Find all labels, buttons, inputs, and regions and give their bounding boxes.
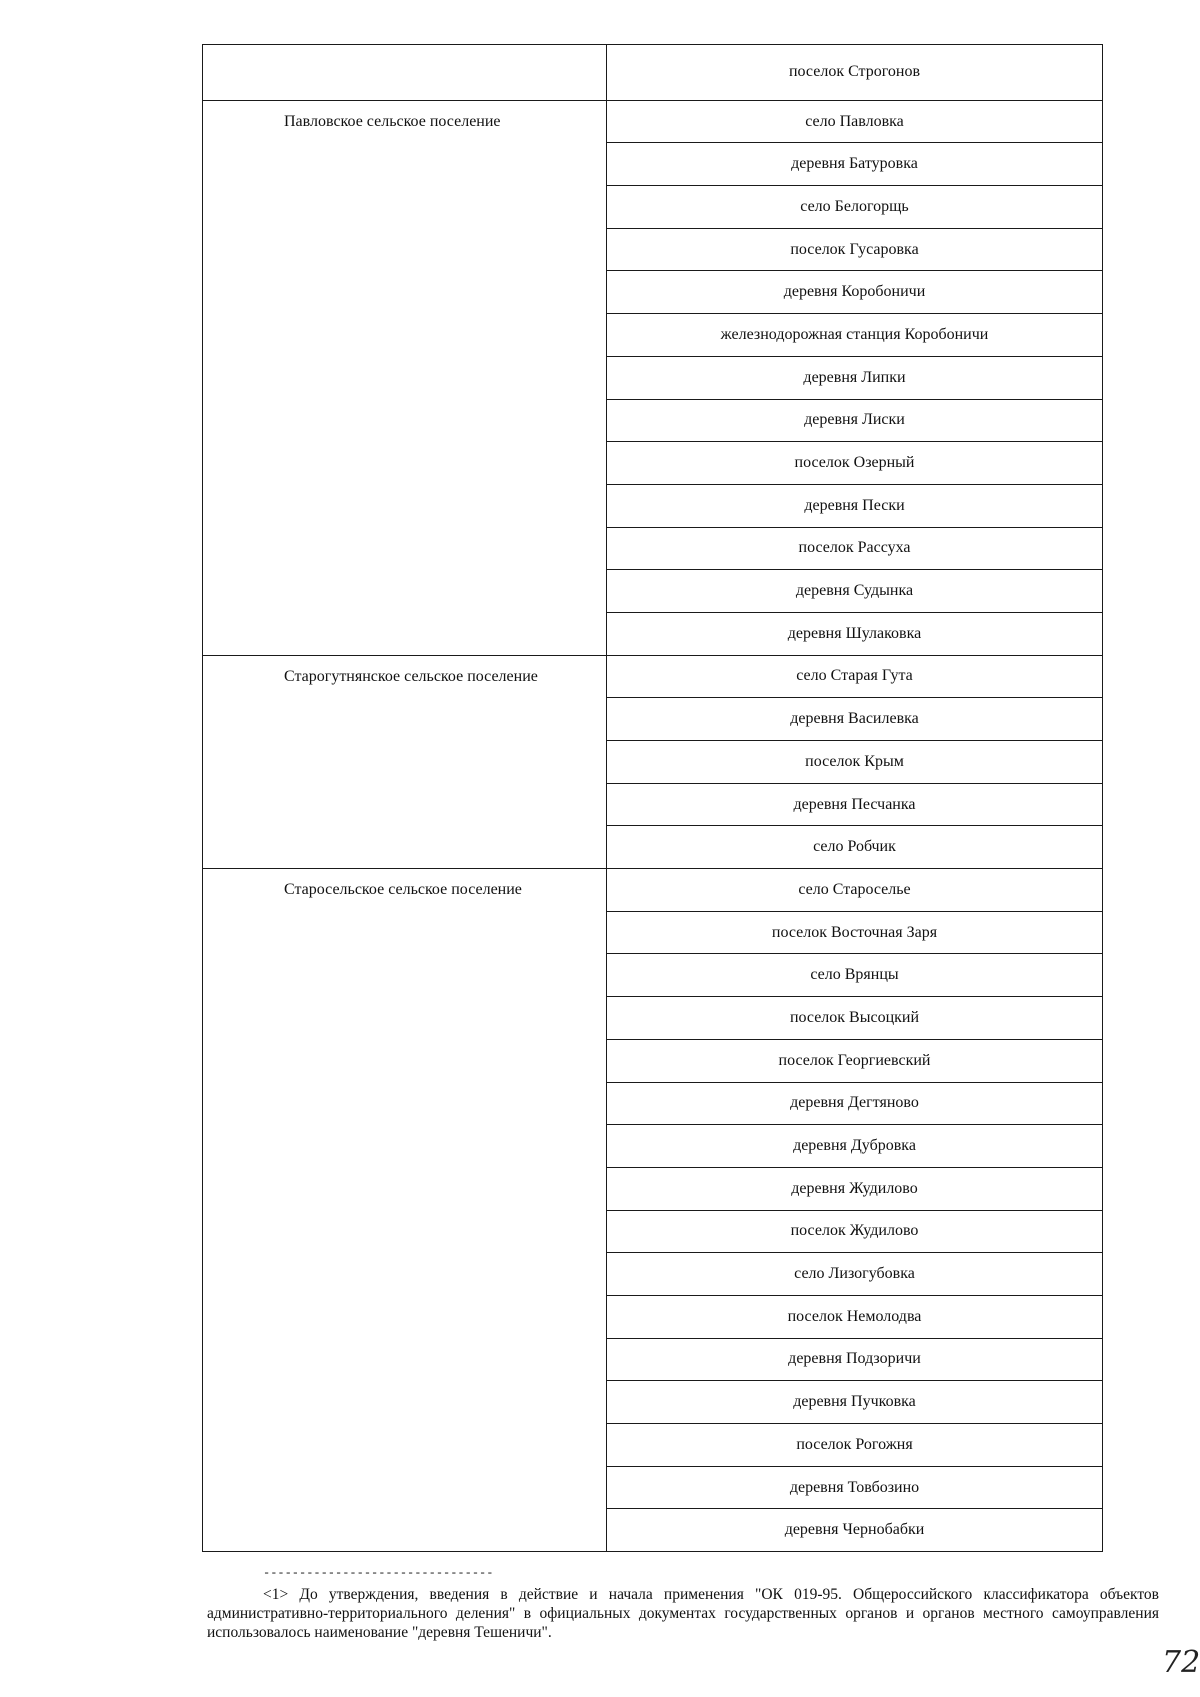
footnote-text: <1> До утверждения, введения в действие и начала применения "ОК 019-95. Общероссийского классификатора объектов административно-территориального деления" в официальных документах государственных органов и органов местного самоуправления использовалось наименование "деревня Тешеничи".	[207, 1586, 1159, 1641]
locality-name-cell: железнодорожная станция Коробоничи	[607, 314, 1103, 357]
locality-name-cell: село Староселье	[607, 869, 1103, 912]
settlement-name-cell: Старосельское сельское поселение	[203, 869, 607, 1552]
locality-name-cell: деревня Судынка	[607, 570, 1103, 613]
locality-name-cell: поселок Строгонов	[607, 45, 1103, 101]
settlements-table	[202, 44, 1103, 1552]
locality-name-cell: село Робчик	[607, 826, 1103, 869]
settlement-name-cell	[203, 45, 607, 101]
settlement-name-cell: Павловское сельское поселение	[203, 100, 607, 655]
locality-name-cell: село Старая Гута	[607, 655, 1103, 698]
locality-name-cell: деревня Василевка	[607, 698, 1103, 741]
locality-name-cell: поселок Крым	[607, 741, 1103, 784]
locality-name-cell: село Лизогубовка	[607, 1253, 1103, 1296]
locality-name-cell: деревня Липки	[607, 356, 1103, 399]
table-row	[203, 100, 1103, 143]
locality-name-cell: поселок Рассуха	[607, 527, 1103, 570]
locality-name-cell: деревня Чернобабки	[607, 1509, 1103, 1552]
locality-name-cell: поселок Немолодва	[607, 1295, 1103, 1338]
page-number: 72	[1162, 1645, 1200, 1680]
locality-name-cell: поселок Высоцкий	[607, 997, 1103, 1040]
locality-name-cell: поселок Восточная Заря	[607, 911, 1103, 954]
locality-name-cell: деревня Пески	[607, 484, 1103, 527]
locality-name-cell: поселок Озерный	[607, 442, 1103, 485]
locality-name-cell: поселок Жудилово	[607, 1210, 1103, 1253]
footnote-separator: --------------------------------	[263, 1566, 494, 1580]
locality-name-cell: деревня Жудилово	[607, 1167, 1103, 1210]
locality-name-cell: деревня Батуровка	[607, 143, 1103, 186]
locality-name-cell: деревня Товбозино	[607, 1466, 1103, 1509]
locality-name-cell: деревня Песчанка	[607, 783, 1103, 826]
locality-name-cell: поселок Георгиевский	[607, 1039, 1103, 1082]
locality-name-cell: село Павловка	[607, 100, 1103, 143]
locality-name-cell: деревня Пучковка	[607, 1381, 1103, 1424]
settlement-name-cell: Старогутнянское сельское поселение	[203, 655, 607, 868]
locality-name-cell: село Врянцы	[607, 954, 1103, 997]
locality-name-cell: деревня Дубровка	[607, 1125, 1103, 1168]
locality-name-cell: деревня Лиски	[607, 399, 1103, 442]
locality-name-cell: поселок Гусаровка	[607, 228, 1103, 271]
locality-name-cell: деревня Шулаковка	[607, 612, 1103, 655]
locality-name-cell: деревня Дегтяново	[607, 1082, 1103, 1125]
locality-name-cell: деревня Подзоричи	[607, 1338, 1103, 1381]
table-row	[203, 655, 1103, 698]
locality-name-cell: село Белогорщь	[607, 186, 1103, 229]
table-row	[203, 869, 1103, 912]
locality-name-cell: деревня Коробоничи	[607, 271, 1103, 314]
locality-name-cell: поселок Рогожня	[607, 1424, 1103, 1467]
table-body	[203, 45, 1103, 1552]
table-row	[203, 45, 1103, 101]
